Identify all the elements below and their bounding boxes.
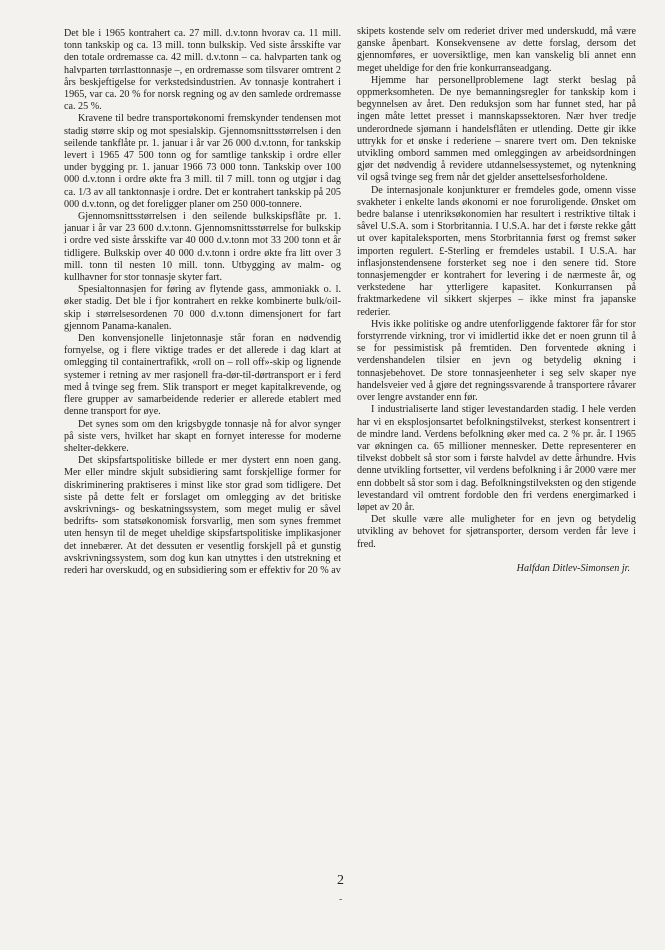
- paragraph: I industrialiserte land stiger levestandarden stadig. I hele verden har vi en eksplosjonsartet befolkningstilvekst, sterkest konsentrert i de mindre land. Verdens befolkning øker med ca. 2 % pr. år. I 1965 var økningen ca. 65 millioner mennesker. Dette representerer en tilvekst dobbelt så stor som i første halvdel av dette århundre. Hvis denne utvikling fortsetter, vil verdens befolkning i år 2000 være mer enn dobbelt så stor som i dag. Befolkningstilveksten og den stigende levestandard vil omtrent fordoble den fri verdens energimarked i løpet av 20 år.: [357, 404, 636, 513]
- left-text-column: [64, 28, 341, 577]
- paragraph: Det skulle være alle muligheter for en jevn og betydelig utvikling av behovet for sjøtransporter, dersom verden får leve i fred.: [357, 514, 636, 550]
- paragraph: Hjemme har personellproblemene lagt sterkt beslag på oppmerksomheten. De nye bemanningsregler for tankskip kom i begynnelsen av året. Den reduksjon som har funnet sted, har på ingen måte lettet presset i mannskapssektoren. Nær hver tredje underordnede sjømann i handelsflåten er utlending. Dette gir ikke uttrykk for et ønske i rederiene – snarere tvert om. Den tekniske utvikling ombord sammen med omleggingen av arbeidsordningen gjør det nødvendig å revidere utdannelsessystemet, og nytenkning vil også tvinge seg frem når det gjelder ansettelsesforholdene.: [357, 74, 636, 184]
- paragraph: Spesialtonnasjen for føring av flytende gass, ammoniakk o. l. øker stadig. Det ble i fjor kontrahert en rekke kombinerte bulk/oil-skip i størrelsesordenen 70 000 d.v.tonn dimensjonert for fart gjennom Panama-kanalen.: [64, 284, 341, 332]
- paragraph: Den konvensjonelle linjetonnasje står foran en nødvendig fornyelse, og i flere viktige trades er det allerede i dag klart at omlegging til containertrafikk, «roll on – roll off»-skip og lignende systemer i retning av mer rasjonell fra-dør-til-dørtransport er i ferd med å tvinge seg frem. Slik transport er meget kapitalkrevende, og flere grupper av samarbeidende rederier er allerede etablert med denne transport for øye.: [64, 333, 341, 418]
- paragraph: De internasjonale konjunkturer er fremdeles gode, omenn visse svakheter i enkelte lands økonomi er noe foruroligende. Ønsket om bedre balanse i utenriksøkonomien har resultert i restriktive tiltak i såvel U.S.A. som i Storbritannia. I U.S.A. har det i første rekke gått ut over kapitaleksporten, mens Storbritannia først og fremst søker importen regulert. £-Sterling er fremdeles ustabil. I U.S.A. har inflasjonstendensene forsterket seg noe i den senere tid. Store tonnasjemengder er kontrahert for levering i de nærmeste år, og verkstedene har ytterligere kapasitet. Konkurransen på fraktmarkedene vil sikkert skjerpes – ikke minst fra japanske rederier.: [357, 184, 636, 318]
- page-number: 2: [337, 873, 344, 888]
- paragraph: Det synes som om den krigsbygde tonnasje nå for alvor synger på siste vers, hvilket har skapt en fornyet interesse for moderne shelter-dekkere.: [64, 418, 341, 454]
- paragraph: Hvis ikke politiske og andre utenforliggende faktorer får for stor forstyrrende virkning, tror vi imidlertid ikke det er noen grunn til å se for pessimistisk på fremtiden. Den forventede økning i verdenshandelen tilsier en jevn og betydelig økning i tonnasjebehovet. De store tonnasjeenheter i seg selv skaper nye handelsveier ved å gjøre det regningssvarende å transportere råvarer over lengre avstander enn før.: [357, 318, 636, 404]
- paragraph: Gjennomsnittsstørrelsen i den seilende bulkskipsflåte pr. 1. januar i år var 23 600 d.v.tonn. Gjennomsnittsstørrelse for bulkskip i ordre ved siste årsskifte var 40 000 d.v.tonn mot 33 200 tonn et år tidligere. Bulkskip over 40 000 d.v.tonn i ordre økte fra litt over 3 mill. tonn til nesten 10 mill. tonn. Utbygging av malm- og kullhavner for stor tonnasje skyter fart.: [64, 211, 341, 284]
- paragraph: Det skipsfartspolitiske billede er mer dystert enn noen gang. Mer eller mindre skjult subsidiering samt forskjellige former for diskriminering praktiseres i minst like stor grad som tidligere. Det siste på dette felt er forslaget om omlegging av det britiske avskrivnings- og beskatningssystem, som meget mulig er såvel bedrifts- som statsøkonomisk forsvarlig, men som synes fremmet uten hensyn til de meget uheldige skipsfartspolitiske implikasjoner det innebærer. At det dessuten er vesentlig forskjell på et gunstig avskrivningssystem, som dog kun kan utnyttes i den utstrekning et rederi har overskudd, og en subsidiering som er effektiv for 20 % av: [64, 455, 341, 576]
- author-signature: Halfdan Ditlev-Simonsen jr.: [516, 562, 630, 574]
- paragraph: skipets kostende selv om rederiet driver med underskudd, må være ganske åpenbart. Konsekvensene av dette forslag, dersom det gjennomføres, er uoversiktlige, men kan vanskelig bli annet enn meget uheldige for den frie konkurranseadgang.: [357, 26, 636, 74]
- page-mark: -: [339, 894, 343, 905]
- paragraph: Kravene til bedre transportøkonomi fremskynder tendensen mot stadig større skip og mot spesialskip. Gjennomsnittsstørrelsen i den seilende tankflåte pr. 1. januar i år var 26 000 d.v.tonn, for tankskip levert i 1965 47 500 tonn og for samtlige tankskip i ordre eller under bygging pr. 1. januar 1966 73 000 tonn. Tankskip over 100 000 d.v.tonn i ordre økte fra 3 mill. til 7 mill. tonn og utgjør i dag ca. 1/3 av all tanktonnasje i ordre. Det er kontrahert tankskip på 205 000 d.v.tonn, og det foreligger planer om 250 000-tonnere.: [64, 113, 341, 210]
- paragraph: Det ble i 1965 kontrahert ca. 27 mill. d.v.tonn hvorav ca. 11 mill. tonn tankskip og ca. 13 mill. tonn bulkskip. Ved siste årsskifte var den totale ordremasse ca. 42 mill. d.v.tonn – ca. halvparten tank og halvparten tørrlasttonnasje –, en ordremasse som tilsvarer omtrent 2 års beskjeftigelse for verkstedsindustrien. Av tonnasje kontrahert i 1965, var ca. 20 % for norsk regning og av den samlede ordremasse ca. 25 %.: [64, 28, 341, 113]
- right-text-column: [357, 26, 636, 575]
